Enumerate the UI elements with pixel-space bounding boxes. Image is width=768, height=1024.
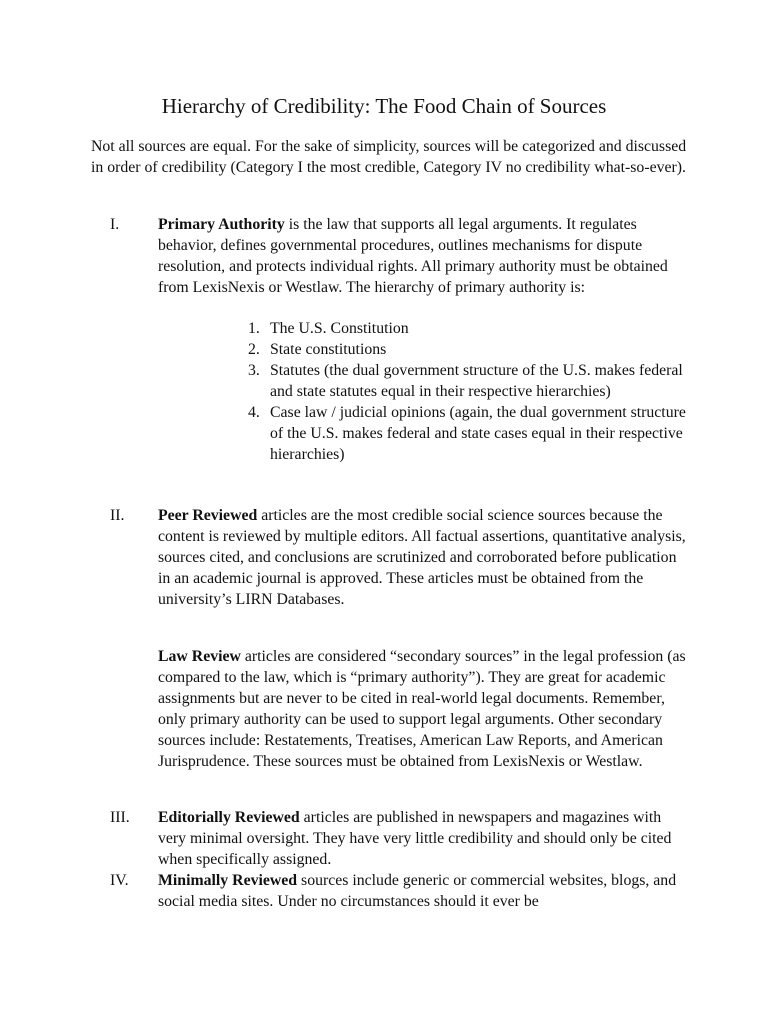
section-numeral: I. — [110, 216, 120, 233]
list-item — [248, 318, 688, 339]
section-body — [158, 807, 688, 870]
primary-authority-list — [248, 318, 688, 465]
section-term: Editorially Reviewed — [158, 809, 300, 826]
section-numeral: IV. — [110, 872, 129, 889]
section-term: Law Review — [158, 648, 241, 665]
section-term: Peer Reviewed — [158, 507, 258, 524]
list-item — [248, 402, 688, 465]
list-item-number: 4. — [248, 404, 260, 421]
list-item-text: Case law / judicial opinions (again, the dual government structure of the U.S. makes federal and state cases equal in their respective hierarchies) — [270, 404, 686, 463]
section-body — [158, 214, 688, 298]
section-body — [158, 870, 688, 912]
list-item — [248, 360, 688, 402]
section-numeral: II. — [110, 507, 125, 524]
section-body — [158, 646, 688, 772]
list-item-text: Statutes (the dual government structure of the U.S. makes federal and state statutes equal in their respective hierarchies) — [270, 362, 683, 400]
list-item-text: The U.S. Constitution — [270, 320, 409, 337]
section-body — [158, 505, 688, 610]
section-text: articles are published in newspapers and magazines with very minimal oversight. They have very little credibility and should only be cited when specifically assigned. — [158, 809, 672, 868]
list-item-number: 3. — [248, 362, 260, 379]
section-text: is the law that supports all legal arguments. It regulates behavior, defines governmental procedures, outlines mechanisms for dispute resolution, and protects individual rights. All primary authority must be obtained from LexisNexis or Westlaw. The hierarchy of primary authority is: — [158, 216, 668, 296]
list-item-text: State constitutions — [270, 341, 387, 358]
intro-paragraph: Not all sources are equal. For the sake of simplicity, sources will be categorized and discussed in order of credibility (Category I the most credible, Category IV no credibility what-so-ever). — [91, 138, 687, 176]
section-numeral: III. — [110, 809, 130, 826]
section-text: articles are the most credible social science sources because the content is reviewed by multiple editors. All factual assertions, quantitative analysis, sources cited, and conclusions are scrutinized and corroborated before publication in an academic journal is approved. These articles must be obtained from the university’s LIRN Databases. — [158, 507, 686, 608]
section-term: Primary Authority — [158, 216, 285, 233]
section-text: sources include generic or commercial websites, blogs, and social media sites. Under no circumstances should it ever be — [158, 872, 677, 910]
section-text: articles are considered “secondary sources” in the legal profession (as compared to the law, which is “primary authority”). They are great for academic assignments but are never to be cited in real-world legal documents. Remember, only primary authority can be used to support legal arguments. Other secondary sources include: Restatements, Treatises, American Law Reports, and American Jurisprudence. These sources must be obtained from LexisNexis or Westlaw. — [158, 648, 686, 770]
section-term: Minimally Reviewed — [158, 872, 298, 889]
list-item — [248, 339, 688, 360]
list-item-number: 2. — [248, 341, 260, 358]
list-item-number: 1. — [248, 320, 260, 337]
page-title: Hierarchy of Credibility: The Food Chain of Sources — [161, 94, 607, 118]
